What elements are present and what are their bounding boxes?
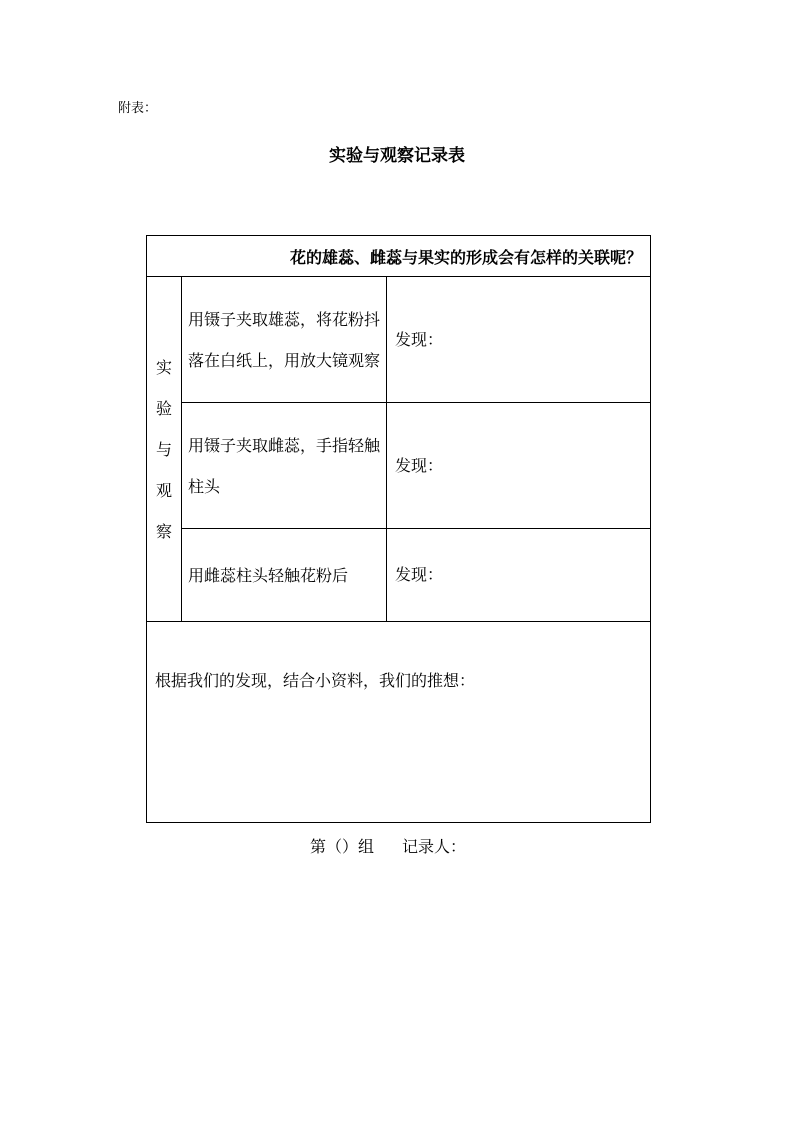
record-table [146,235,651,823]
table-row [147,403,651,529]
side-label-char: 验 [155,398,172,418]
summary-row [147,622,651,823]
side-label-char: 实 [155,357,172,377]
question-row [147,236,651,277]
footer [310,837,466,857]
summary-prompt: 根据我们的发现，结合小资料，我们的推想： [155,671,476,690]
finding-cell[interactable]: 发现： [387,529,651,622]
summary-cell[interactable] [147,622,651,823]
recorder-label: 记录人： [402,837,467,856]
side-label-char: 与 [155,439,172,459]
step-cell: 用雌蕊柱头轻触花粉后 [182,529,387,622]
side-label-char: 察 [155,521,172,541]
group-label: 第（）组 [310,837,375,856]
page-title: 实验与观察记录表 [329,146,465,166]
step-cell: 用镊子夹取雌蕊，手指轻触柱头 [182,403,387,529]
side-label-char: 观 [155,480,172,500]
table-row [147,277,651,403]
finding-cell[interactable]: 发现： [387,403,651,529]
table-row [147,529,651,622]
finding-cell[interactable]: 发现： [387,277,651,403]
annex-label: 附表： [118,101,158,116]
side-label [147,277,182,622]
question-cell: 花的雄蕊、雌蕊与果实的形成会有怎样的关联呢？ [147,236,651,277]
step-cell: 用镊子夹取雄蕊，将花粉抖落在白纸上，用放大镜观察 [182,277,387,403]
